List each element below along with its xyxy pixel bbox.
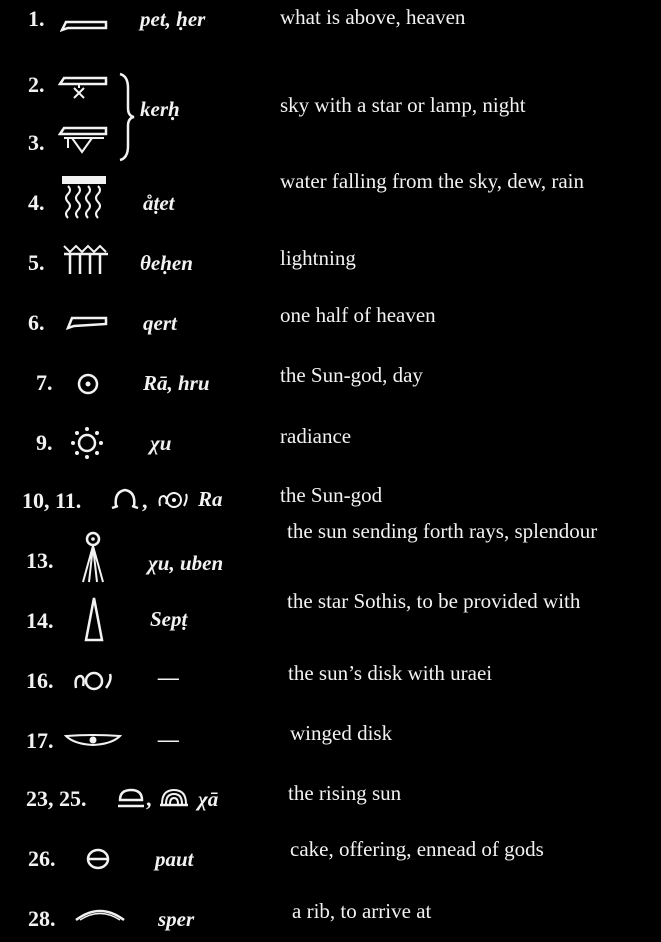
rain-hieroglyph-icon — [58, 172, 110, 226]
entry-meaning: radiance — [280, 424, 352, 448]
entry-number: 26. — [28, 846, 56, 871]
entry-number: 2. — [28, 72, 45, 97]
entry-number: 28. — [28, 906, 56, 931]
glyph-separator: , — [146, 786, 152, 811]
entry-number: 5. — [28, 250, 45, 275]
entry-number: 23, 25. — [26, 786, 87, 811]
entry-number: 4. — [28, 190, 45, 215]
sky-hieroglyph-icon — [60, 14, 110, 34]
entry-meaning: the sun’s disk with uraei — [288, 661, 493, 685]
brace-icon — [116, 72, 136, 162]
glyph-separator: , — [142, 488, 148, 513]
entry-meaning: the sun sending forth rays, splendour — [287, 519, 598, 543]
half-sky-hieroglyph-icon — [66, 312, 110, 332]
sun-disk-hieroglyph-icon — [76, 372, 100, 396]
entry-transliteration: sper — [158, 907, 195, 931]
sun-with-uraeus-hieroglyph-icon — [110, 484, 140, 514]
disk-uraei-hieroglyph-icon — [72, 668, 116, 694]
entry-transliteration: Rā, hru — [143, 371, 210, 395]
rising-sun-hieroglyph-icon — [116, 786, 146, 810]
entry-meaning: the Sun-god — [280, 483, 383, 507]
rib-hieroglyph-icon — [74, 902, 126, 924]
sky-with-lamp-hieroglyph-icon — [58, 124, 110, 158]
entry-number: 6. — [28, 310, 45, 335]
entry-meaning: what is above, heaven — [280, 5, 466, 29]
entry-meaning: the Sun-god, day — [280, 363, 423, 387]
entry-transliteration: åṭet — [143, 191, 175, 215]
entry-transliteration: χu, uben — [148, 551, 224, 575]
entry-transliteration: θeḥen — [140, 251, 193, 275]
entry-number: 9. — [36, 430, 53, 455]
entry-meaning: water falling from the sky, dew, rain — [280, 169, 585, 193]
entry-number: 1. — [28, 6, 45, 31]
entry-meaning: cake, offering, ennead of gods — [290, 837, 544, 861]
entry-transliteration: paut — [155, 847, 194, 871]
entry-transliteration: — — [158, 727, 179, 751]
entry-transliteration: qert — [143, 311, 177, 335]
entry-meaning: a rib, to arrive at — [292, 899, 432, 923]
entry-transliteration: χā — [198, 787, 219, 811]
entry-meaning: winged disk — [290, 721, 393, 745]
entry-meaning: one half of heaven — [280, 303, 436, 327]
rising-sun-rays-variant-icon — [158, 786, 190, 808]
entry-transliteration: pet, ḥer — [140, 7, 206, 31]
entry-number: 7. — [36, 370, 53, 395]
entry-number: 10, 11. — [22, 488, 82, 513]
group-meaning: sky with a star or lamp, night — [280, 93, 526, 117]
entry-transliteration: Sepṭ — [150, 607, 188, 631]
radiance-hieroglyph-icon — [70, 426, 104, 460]
winged-disk-hieroglyph-icon — [64, 732, 122, 748]
entry-number: 13. — [26, 548, 54, 573]
entry-number: 3. — [28, 130, 45, 155]
group-transliteration: kerḥ — [140, 97, 180, 121]
entry-transliteration: χu — [150, 431, 172, 455]
entry-transliteration: — — [158, 665, 179, 689]
entry-number: 16. — [26, 668, 54, 693]
sun-rays-hieroglyph-icon — [78, 530, 108, 586]
entry-number: 14. — [26, 608, 54, 633]
sothis-hieroglyph-icon — [82, 596, 106, 644]
sky-with-star-hieroglyph-icon — [58, 74, 110, 104]
entry-transliteration: Ra — [198, 487, 223, 511]
entry-meaning: lightning — [280, 246, 356, 270]
entry-number: 17. — [26, 728, 54, 753]
entry-meaning: the star Sothis, to be provided with — [287, 589, 581, 613]
lightning-hieroglyph-icon — [60, 242, 112, 276]
sun-with-uraei-variant-icon — [156, 488, 190, 510]
cake-hieroglyph-icon — [84, 846, 112, 872]
entry-meaning: the rising sun — [288, 781, 402, 805]
